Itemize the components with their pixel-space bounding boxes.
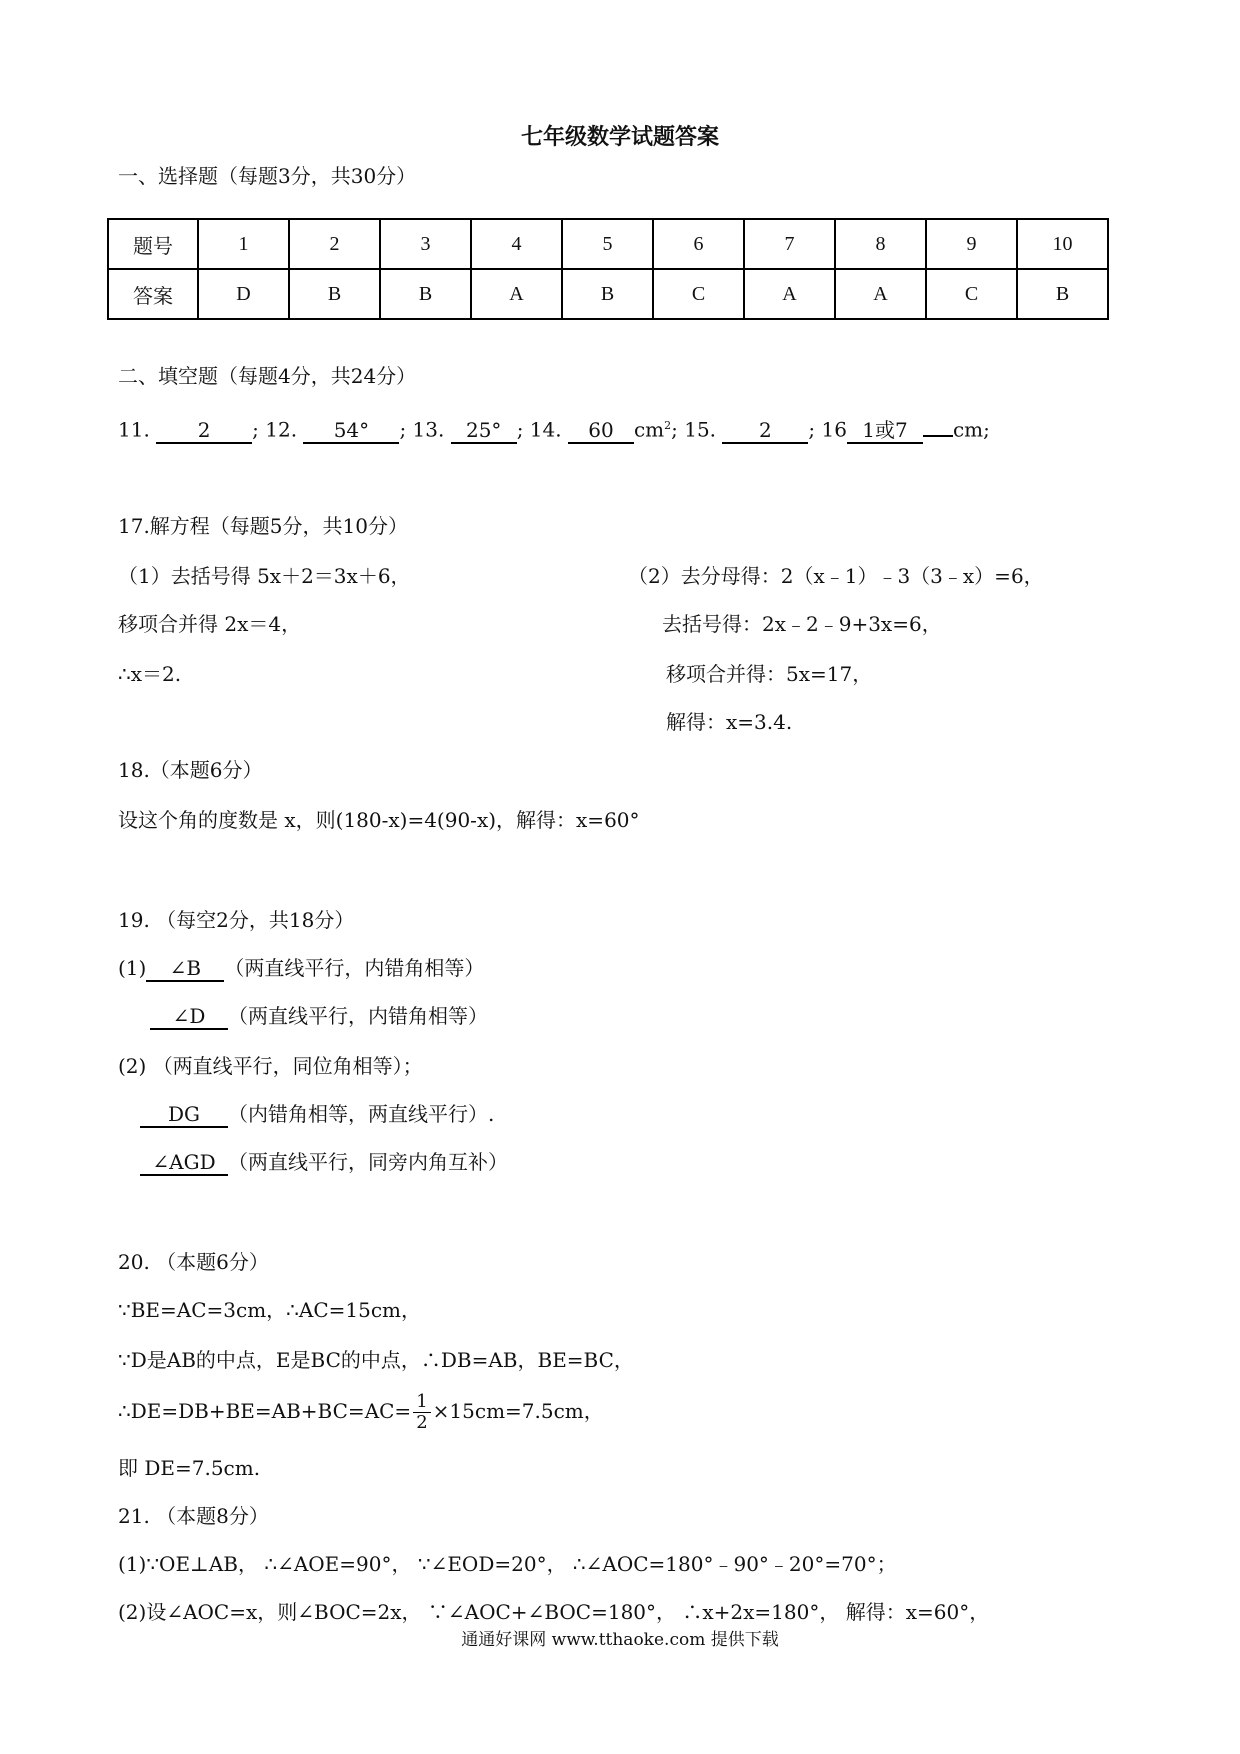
q19-blank: DG: [140, 1102, 228, 1128]
q13-label: ; 13.: [399, 417, 451, 442]
answer-cell: B: [289, 269, 380, 319]
q19-heading: 19. （每空2分，共18分）: [118, 908, 355, 932]
q11-label: 11.: [118, 417, 157, 442]
q20-step: ∵BE=AC=3cm，∴AC=15cm，: [118, 1298, 422, 1322]
q14-label: ; 14.: [516, 417, 568, 442]
q20-step: 即 DE=7.5cm.: [118, 1456, 261, 1480]
q14-unit: cm: [633, 417, 665, 442]
q13-answer: 25°: [451, 418, 517, 444]
q17-right-step: 解得：x=3.4.: [666, 710, 793, 734]
q19-line: [118, 954, 484, 982]
q17-heading: 17.解方程（每题5分，共10分）: [118, 514, 408, 538]
q17-right-step: 去括号得：2x﹣2﹣9+3x=6，: [662, 612, 942, 636]
q20-heading: 20. （本题6分）: [118, 1250, 269, 1274]
page-title: 七年级数学试题答案: [520, 124, 719, 150]
q19-line: [140, 1100, 494, 1128]
q16-unit: cm;: [952, 417, 990, 442]
question-number: 9: [926, 219, 1017, 269]
q19-reason: （两直线平行，同旁内角互补）: [228, 1150, 508, 1174]
table-row-label: 题号: [108, 219, 198, 269]
q21-heading: 21. （本题8分）: [118, 1504, 269, 1528]
q16-trailing-blank: [923, 435, 953, 437]
q17-right-step: （2）去分母得：2（x﹣1）﹣3（3﹣x）=6，: [628, 564, 1044, 588]
q12-label: ; 12.: [252, 417, 304, 442]
answer-cell: A: [471, 269, 562, 319]
q18-solution: 设这个角的度数是 x，则(180-x)=4(90-x)，解得：x=60°: [118, 808, 640, 832]
question-number: 6: [653, 219, 744, 269]
q19-blank: ∠D: [150, 1004, 228, 1030]
fraction: [413, 1392, 430, 1433]
q11-answer: 2: [156, 418, 252, 444]
section1-heading: 一、选择题（每题3分，共30分）: [118, 164, 417, 188]
q21-step: (1)∵OE⊥AB， ∴∠AOE=90°， ∵∠EOD=20°， ∴∠AOC=180°﹣90°﹣20°=70°；: [118, 1552, 897, 1576]
q18-heading: 18.（本题6分）: [118, 758, 263, 782]
question-number: 4: [471, 219, 562, 269]
q19-part1-label: (1): [118, 956, 147, 980]
q17-left-step: （1）去括号得 5x＋2＝3x＋6，: [118, 564, 411, 588]
q20-step: ∵D是AB的中点，E是BC的中点，∴DB=AB，BE=BC，: [118, 1348, 634, 1372]
q14-unit-exponent: 2: [664, 419, 672, 432]
table-row-numbers: [108, 219, 1108, 269]
q20-result: ×15cm=7.5cm，: [432, 1399, 604, 1423]
q12-answer: 54°: [303, 418, 399, 444]
fill-in-answers: [118, 412, 990, 444]
q15-answer: 2: [722, 418, 808, 444]
question-number: 7: [744, 219, 835, 269]
answer-cell: B: [562, 269, 653, 319]
q19-line: (2) （两直线平行，同位角相等）；: [118, 1054, 423, 1078]
table-row-label: 答案: [108, 269, 198, 319]
answer-cell: B: [1017, 269, 1108, 319]
q16-label: ; 16: [808, 417, 847, 442]
q14-answer: 60: [568, 418, 634, 444]
q16-answer: 1或7: [847, 418, 923, 444]
q17-right-step: 移项合并得：5x=17，: [666, 662, 873, 686]
q19-blank: ∠AGD: [140, 1150, 228, 1176]
q19-reason: （内错角相等，两直线平行）.: [228, 1102, 495, 1126]
page-footer: 通通好课网 www.tthaoke.com 提供下载: [461, 1630, 779, 1650]
q19-reason: （两直线平行，内错角相等）: [224, 956, 485, 980]
fraction-numerator: 1: [413, 1392, 430, 1413]
q19-line: [140, 1148, 508, 1176]
section2-heading: 二、填空题（每题4分，共24分）: [118, 364, 417, 388]
q19-blank: ∠B: [146, 956, 224, 982]
q17-left-step: 移项合并得 2x＝4，: [118, 612, 302, 636]
answer-cell: A: [835, 269, 926, 319]
answer-cell: D: [198, 269, 289, 319]
answer-cell: A: [744, 269, 835, 319]
question-number: 10: [1017, 219, 1108, 269]
q20-step: [118, 1392, 604, 1433]
question-number: 2: [289, 219, 380, 269]
q15-label: ; 15.: [671, 417, 723, 442]
question-number: 1: [198, 219, 289, 269]
q21-step: (2)设∠AOC=x，则∠BOC=2x， ∵∠AOC+∠BOC=180°， ∴x+2x=180°， 解得：x=60°，: [118, 1600, 990, 1624]
answer-cell: C: [926, 269, 1017, 319]
fraction-denominator: 2: [416, 1412, 428, 1433]
answer-table: [107, 218, 1109, 320]
q19-line: [150, 1002, 488, 1030]
question-number: 3: [380, 219, 471, 269]
question-number: 5: [562, 219, 653, 269]
table-row-answers: [108, 269, 1108, 319]
q20-expression: ∴DE=DB+BE=AB+BC=AC=: [118, 1399, 412, 1423]
q19-reason: （两直线平行，内错角相等）: [228, 1004, 488, 1028]
q17-left-step: ∴x＝2.: [118, 662, 182, 686]
answer-cell: B: [380, 269, 471, 319]
answer-cell: C: [653, 269, 744, 319]
question-number: 8: [835, 219, 926, 269]
